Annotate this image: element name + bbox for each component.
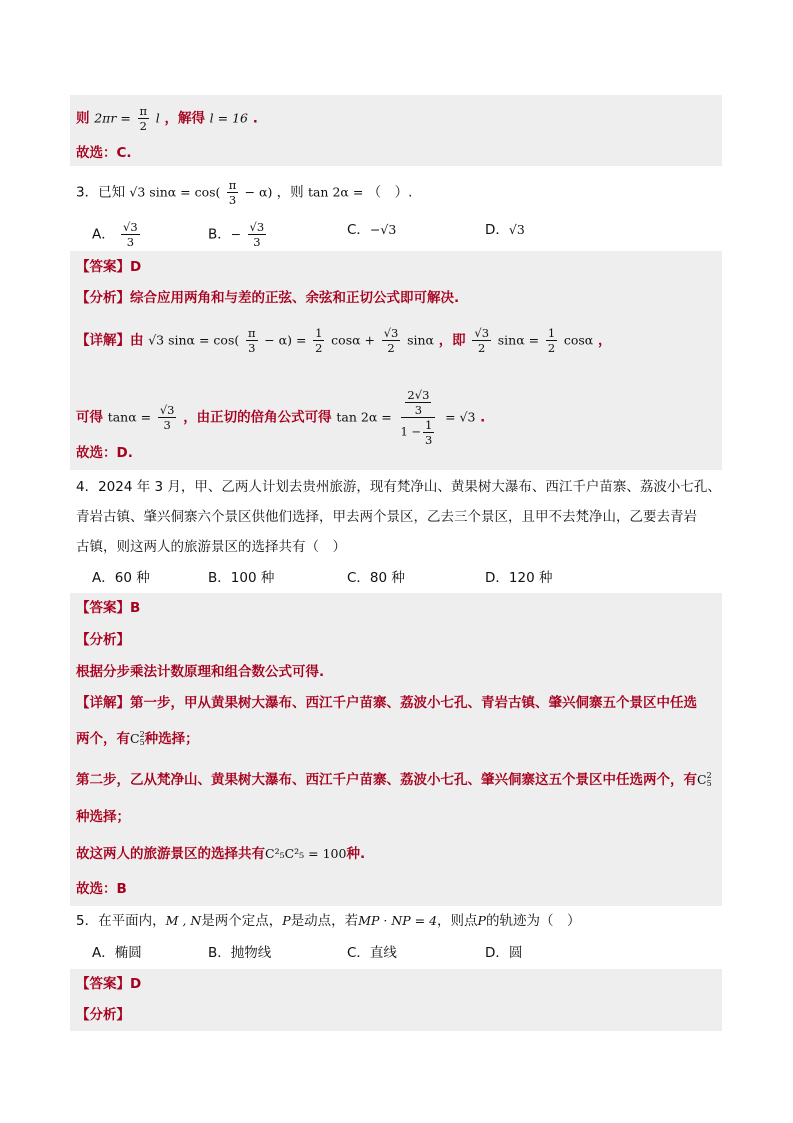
q4-stem-line3: 古镇，则这两人的旅游景区的选择共有（ ） bbox=[76, 539, 346, 555]
q5-stem: 5．在平面内，M , N是两个定点，P是动点，若MP · NP = 4，则点P的轨迹为（ ） bbox=[76, 913, 581, 929]
q3-option-d: D．√3 bbox=[485, 222, 525, 238]
q2-result-line: 则 2πr = $\frac{\pi}{2}$ l ，解得 l = 16 . bbox=[76, 104, 258, 133]
q4-stem-line1: 4．2024 年 3 月，甲、乙两人计划去贵州旅游，现有梵净山、黄果树大瀑布、西江千户苗寨、荔波小七孔、 bbox=[76, 479, 721, 495]
q5-option-d: D．圆 bbox=[485, 945, 523, 961]
fraction: $\frac{\pi}{2}$ bbox=[139, 104, 148, 133]
q4-choice: 故选：B bbox=[76, 881, 127, 897]
q4-option-b: B．100 种 bbox=[208, 570, 275, 586]
q4-detail-line2: 两个，有C 2 5 种选择； bbox=[76, 730, 199, 747]
compound-fraction: $\frac{2√3}{3}$ 1 − $\frac{1}{3}$ bbox=[398, 388, 438, 447]
q4-analysis: 【分析】 bbox=[76, 632, 130, 648]
q5-analysis: 【分析】 bbox=[76, 1007, 130, 1023]
q4-detail-line1: 【详解】第一步，甲从黄果树大瀑布、西江千户苗寨、荔波小七孔、青岩古镇、肇兴侗寨五个景区中任选 bbox=[76, 695, 697, 711]
q5-option-c: C．直线 bbox=[347, 945, 397, 961]
vector-expression: MP · NP = 4 bbox=[358, 913, 438, 928]
solution-block-q5 bbox=[70, 969, 722, 1031]
q3-detail-line1: 【详解】由 √3 sinα = cos( $\frac{\pi}{3}$ − α) = $\frac{1}{2}$ cosα + $\frac{√3}{2}$ sinα ，即 $\frac{√3}{2}$ sinα = $\frac{1}{2}$ cosα ， bbox=[76, 326, 612, 355]
q4-detail-line3: 第二步，乙从梵净山、黄果树大瀑布、西江千户苗寨、荔波小七孔、肇兴侗寨这五个景区中任选两个，有C 2 5 bbox=[76, 771, 712, 788]
q5-option-b: B．抛物线 bbox=[208, 945, 272, 961]
q3-detail-line2: 可得 tanα = $\frac{√3}{3}$ ，由正切的倍角公式可得 tan 2α = $\frac{2√3}{3}$ 1 − $\frac{1}{3}$ = √3 . bbox=[76, 388, 486, 447]
q3-choice: 故选：D. bbox=[76, 445, 133, 461]
q4-detail-line5: 故这两人的旅游景区的选择共有C²₅C²₅ = 100种. bbox=[76, 846, 366, 862]
q4-option-d: D．120 种 bbox=[485, 570, 553, 586]
q4-detail-line4: 种选择； bbox=[76, 809, 130, 825]
q3-option-a: A． $\frac{√3}{3}$ bbox=[92, 220, 138, 249]
q5-answer: 【答案】D bbox=[76, 976, 142, 992]
q2-choice: 故选：C. bbox=[76, 145, 132, 161]
q4-answer: 【答案】B bbox=[76, 600, 141, 616]
q4-analysis-body: 根据分步乘法计数原理和组合数公式可得. bbox=[76, 664, 325, 680]
q3-stem: 3．已知 √3 sinα = cos( $\frac{\pi}{3}$ − α) ，则 tan 2α = （ ）. bbox=[76, 178, 413, 207]
q4-stem-line2: 青岩古镇、肇兴侗寨六个景区供他们选择，甲去两个景区，乙去三个景区，且甲不去梵净山，乙要去青岩 bbox=[76, 509, 697, 525]
q3-answer: 【答案】D bbox=[76, 259, 142, 275]
q4-option-c: C．80 种 bbox=[347, 570, 405, 586]
q4-option-a: A．60 种 bbox=[92, 570, 150, 586]
q3-option-b: B．− $\frac{√3}{3}$ bbox=[208, 220, 265, 249]
q5-option-a: A．椭圆 bbox=[92, 945, 142, 961]
q3-analysis: 【分析】综合应用两角和与差的正弦、余弦和正切公式即可解决. bbox=[76, 290, 460, 306]
q3-option-c: C．−√3 bbox=[347, 222, 397, 238]
